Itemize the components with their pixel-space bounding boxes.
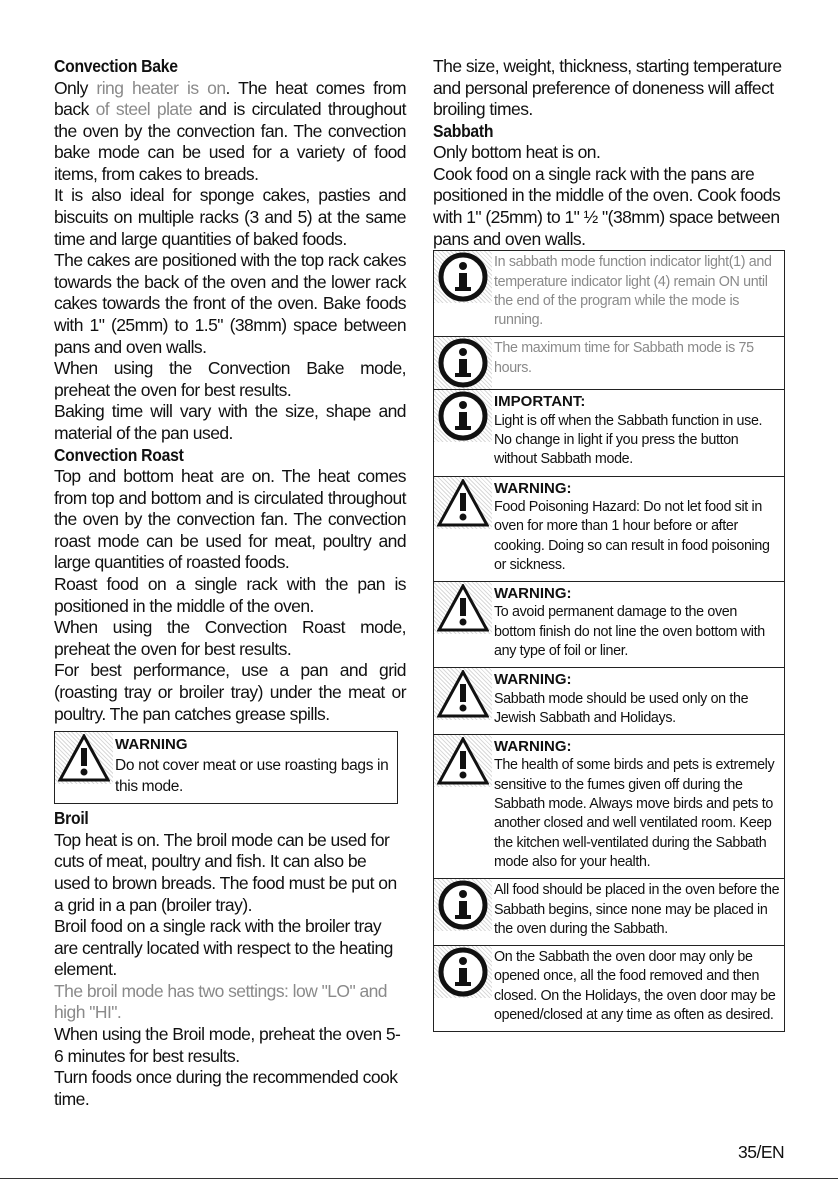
paragraph: Top heat is on. The broil mode can be used for cuts of meat, poultry and fish. It can also be used to brown breads. The food must be put on a grid in a pan (broiler tray). [54,829,397,915]
warning-notice [433,668,785,735]
warning-triangle-icon [434,582,492,634]
warning-triangle-icon [434,668,492,720]
notice-text: In sabbath mode function indicator light(1) and temperature indicator light (4) remain ON until the end of the program while the mode is running. [494,254,772,329]
paragraph: When using the Broil mode, preheat the oven 5-6 minutes for best results. [54,1024,401,1066]
warning-notice [433,477,785,582]
notice-list [433,250,785,1032]
info-notice [433,250,785,337]
paragraph: It is also ideal for sponge cakes, pasties and biscuits on multiple racks (3 and 5) at the same time and large quantities of baked foods. [54,185,406,249]
notice-text: Sabbath mode should be used only on the Jewish Sabbath and Holidays. [494,690,749,726]
notice-header: WARNING: [494,671,572,689]
paragraph: Only bottom heat is on. [433,142,601,163]
paragraph [54,78,406,186]
warning-notice [433,582,785,668]
info-icon [434,337,492,389]
paragraph: Cook food on a single rack with the pans are positioned in the middle of the oven. Cook foods with 1" (25mm) to 1" ½ "(38mm) space between pans and oven walls. [433,163,781,249]
notice-text: The maximum time for Sabbath mode is 75 hours. [494,340,754,376]
info-icon [434,390,492,442]
text-span: and is circulated throughout the oven by the convection fan. The convection bake mode can be used for a variety of food items, from cakes to breads. [54,99,406,184]
section-title-convection-roast: Convection Roast [54,444,184,465]
warning-triangle-icon [434,477,492,529]
notice-text: To avoid permanent damage to the oven bottom finish do not line the oven bottom with any type of foil or liner. [494,604,765,659]
notice-text: Food Poisoning Hazard: Do not let food sit in oven for more than 1 hour before or after cooking. Doing so can result in food poisoning or sickness. [494,498,770,573]
warning-text: Do not cover meat or use roasting bags in this mode. [115,757,389,796]
section-title-broil: Broil [54,808,89,829]
right-column [433,56,785,1032]
notice-header: IMPORTANT: [494,393,586,411]
faint-text: of steel plate [95,99,193,120]
notice-header: WARNING: [494,479,572,497]
warning-triangle-icon [434,735,492,787]
info-notice [433,390,785,476]
page-number: 35/EN [738,1142,785,1162]
notice-text: On the Sabbath the oven door may only be opened once, all the food removed and then closed. On the Holidays, the oven door may be opened/closed at any time as often as desired. [494,949,776,1024]
paragraph: The size, weight, thickness, starting temperature and personal preference of doneness will affect broiling times. [433,56,782,120]
section-title-sabbath: Sabbath [433,120,494,141]
warning-header: WARNING [115,736,188,754]
text-span: Only [54,77,97,98]
text-span: . The heat comes from back [54,77,406,120]
notice-header: WARNING: [494,738,572,756]
paragraph: Roast food on a single rack with the pan is positioned in the middle of the oven. [54,574,406,616]
section-title-convection-bake: Convection Bake [54,56,178,76]
notice-header: WARNING: [494,585,572,603]
info-notice [433,946,785,1032]
paragraph: The broil mode has two settings: low "LO" and high "HI". [54,980,387,1023]
paragraph: Turn foods once during the recommended cook time. [54,1067,398,1109]
paragraph: Baking time will vary with the size, shape and material of the pan used. [54,401,406,443]
notice-text: Light is off when the Sabbath function in use. No change in light if you press the button without Sabbath mode. [494,412,763,468]
warning-notice [433,735,785,879]
paragraph: When using the Convection Roast mode, preheat the oven for best results. [54,617,406,659]
info-icon [434,946,492,998]
notice-text: The health of some birds and pets is extremely sensitive to the fumes given off during the Sabbath mode. Always move birds and pets to another closed and well ventilated room. Keep the kitchen well-ventilated during the Sabbath mode also for your health. [494,757,775,870]
paragraph: For best performance, use a pan and grid (roasting tray or broiler tray) under the meat or poultry. The pan catches grease spills. [54,660,406,724]
left-column [54,56,406,1110]
warning-box [54,731,398,804]
paragraph: When using the Convection Bake mode, preheat the oven for best results. [54,358,406,400]
info-notice [433,879,785,946]
divider [0,1178,838,1179]
info-icon [434,879,492,931]
paragraph: The cakes are positioned with the top rack cakes towards the back of the oven and the lower rack cakes towards the front of the oven. Bake foods with 1" (25mm) to 1.5" (38mm) space between pans and oven walls. [54,250,406,357]
warning-triangle-icon [55,732,113,784]
faint-text: ring heater is on [96,77,226,98]
info-icon [434,251,492,303]
notice-text: All food should be placed in the oven before the Sabbath begins, since none may be placed in the oven during the Sabbath. [494,882,780,937]
paragraph: Top and bottom heat are on. The heat comes from top and bottom and is circulated throughout the oven by the convection fan. The convection roast mode can be used for meat, poultry and large quantities of roasted foods. [54,466,406,573]
paragraph: Broil food on a single rack with the broiler tray are centrally located with respect to the heating element. [54,916,393,980]
info-notice [433,337,785,390]
